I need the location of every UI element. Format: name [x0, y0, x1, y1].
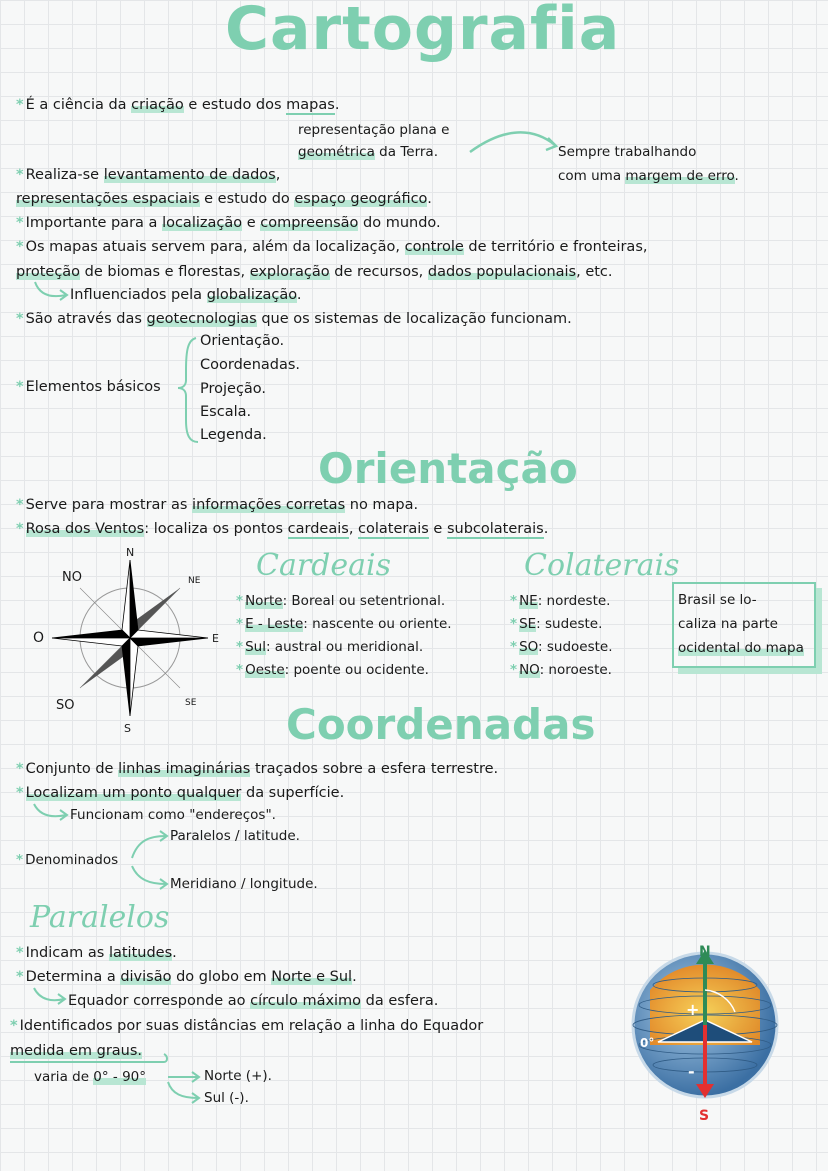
elementos-item-3: Projeção. — [200, 381, 267, 397]
colaterais-item-4: * NO: noroeste. — [510, 662, 612, 678]
paralelos-line-5: medida em graus. — [10, 1043, 143, 1059]
coordenadas-line-3: Funcionam como "endereços". — [70, 807, 276, 823]
globe-illustration — [630, 950, 780, 1100]
intro-line-4: * Importante para a localização e compreensão do mundo. — [16, 215, 441, 231]
compass-ne: NE — [188, 576, 201, 586]
intro-rep-2: geométrica da Terra. — [298, 144, 439, 160]
orientacao-line-1: * Serve para mostrar as informações corretas no mapa. — [16, 497, 419, 513]
brasil-box-line-2: caliza na parte — [678, 616, 778, 632]
paralelos-sul: Sul (-). — [204, 1090, 249, 1106]
globe-north: N — [699, 944, 711, 960]
coordenadas-line-2: * Localizam um ponto qualquer da superfície. — [16, 785, 345, 801]
paralelos-line-2: * Determina a divisão do globo em Norte e Sul. — [16, 969, 357, 985]
orientacao-line-2: * Rosa dos Ventos: localiza os pontos cardeais, colaterais e subcolaterais. — [16, 521, 549, 537]
elementos-label: * Elementos básicos — [16, 379, 161, 395]
compass-no: NO — [62, 570, 82, 585]
intro-line-8: * São através das geotecnologias que os sistemas de localização funcionam. — [16, 311, 572, 327]
coordenadas-line-1: * Conjunto de linhas imaginárias traçados sobre a esfera terrestre. — [16, 761, 499, 777]
cardeais-item-4: * Oeste: poente ou ocidente. — [236, 662, 429, 678]
intro-line-3: representações espaciais e estudo do espaço geográfico. — [16, 191, 432, 207]
globe-south: S — [699, 1108, 710, 1124]
paralelos-title: Paralelos — [30, 900, 170, 935]
page-title: Cartografia — [225, 0, 621, 64]
brasil-box-line-3: ocidental do mapa — [678, 640, 804, 656]
orientacao-title: Orientação — [318, 444, 578, 493]
coordenadas-paralelos: Paralelos / latitude. — [170, 828, 300, 844]
paralelos-line-1: * Indicam as latitudes. — [16, 945, 177, 961]
elementos-item-4: Escala. — [200, 404, 252, 420]
colaterais-title: Colaterais — [524, 548, 680, 583]
elementos-item-2: Coordenadas. — [200, 357, 301, 373]
cardeais-item-1: * Norte: Boreal ou setentrional. — [236, 593, 446, 609]
compass-n: N — [126, 546, 135, 559]
globe-minus: - — [688, 1062, 695, 1081]
colaterais-item-1: * NE: nordeste. — [510, 593, 611, 609]
intro-side-2: com uma margem de erro. — [558, 168, 739, 184]
globe-plus: + — [686, 1000, 700, 1019]
paralelos-line-4: * Identificados por suas distâncias em relação a linha do Equador — [10, 1018, 484, 1034]
paralelos-varia: varia de 0° - 90° — [34, 1069, 147, 1085]
intro-side-1: Sempre trabalhando — [558, 144, 697, 160]
compass-s: S — [124, 722, 131, 735]
elementos-item-1: Orientação. — [200, 333, 285, 349]
compass-se: SE — [185, 698, 197, 708]
intro-line-2: * Realiza-se levantamento de dados, — [16, 167, 281, 183]
coordenadas-denom: * Denominados — [16, 852, 119, 868]
compass-o: O — [33, 630, 45, 646]
colaterais-item-3: * SO: sudoeste. — [510, 639, 613, 655]
paralelos-line-3: Equador corresponde ao círculo máximo da esfera. — [68, 993, 439, 1009]
brasil-box-line-1: Brasil se lo- — [678, 592, 757, 608]
coordenadas-meridiano: Meridiano / longitude. — [170, 876, 318, 892]
cardeais-title: Cardeais — [256, 548, 392, 583]
globe-zero: 0° — [640, 1036, 655, 1050]
compass-so: SO — [56, 698, 75, 713]
compass-e: E — [212, 632, 219, 645]
intro-line-5: * Os mapas atuais servem para, além da localização, controle de território e fronteiras, — [16, 239, 648, 255]
colaterais-item-2: * SE: sudeste. — [510, 616, 603, 632]
intro-line-1: * É a ciência da criação e estudo dos mapas. — [16, 97, 340, 113]
paralelos-norte: Norte (+). — [204, 1068, 272, 1084]
intro-rep-1: representação plana e — [298, 122, 450, 138]
cardeais-item-2: * E - Leste: nascente ou oriente. — [236, 616, 452, 632]
coordenadas-title: Coordenadas — [286, 700, 596, 749]
intro-line-6: proteção de biomas e florestas, exploração de recursos, dados populacionais, etc. — [16, 264, 613, 280]
intro-line-7: Influenciados pela globalização. — [70, 287, 302, 303]
cardeais-item-3: * Sul: austral ou meridional. — [236, 639, 424, 655]
elementos-item-5: Legenda. — [200, 427, 267, 443]
